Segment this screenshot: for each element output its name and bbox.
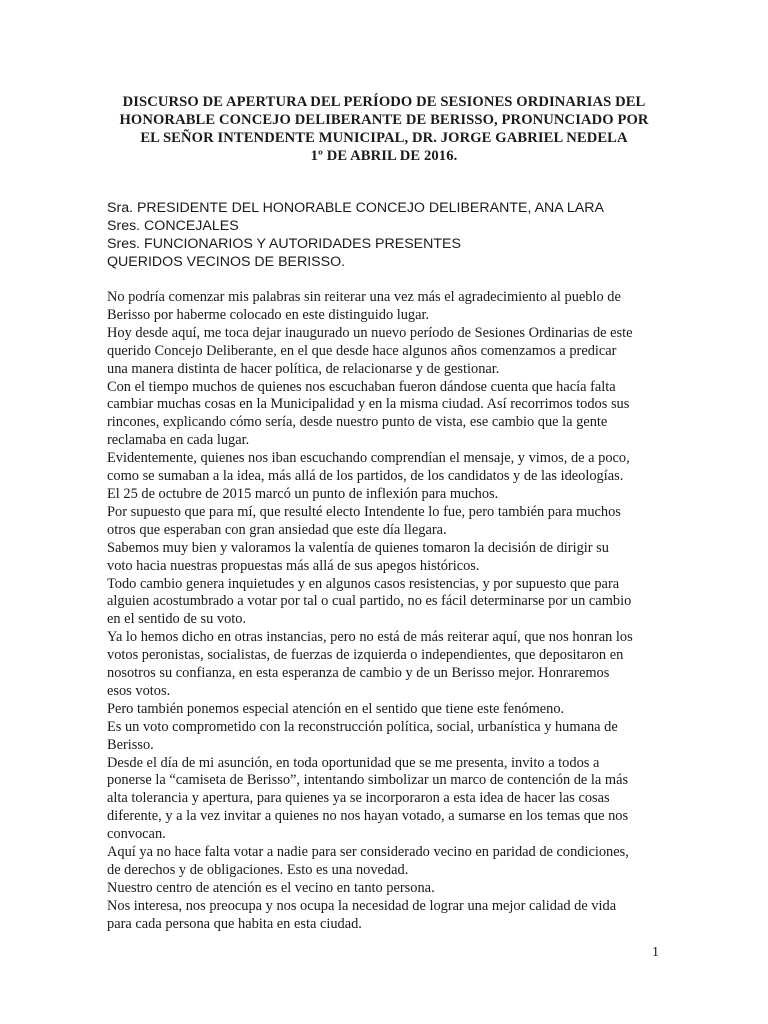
body-line: Por supuesto que para mí, que resulté electo Intendente lo fue, pero también para muchos xyxy=(107,503,621,520)
body-line: alguien acostumbrado a votar por tal o cual partido, no es fácil determinarse por un cambio xyxy=(107,593,632,610)
body-line: No podría comenzar mis palabras sin reiterar una vez más el agradecimiento al pueblo de xyxy=(107,289,621,305)
body-line: El 25 de octubre de 2015 marcó un punto de inflexión para muchos. xyxy=(107,485,499,502)
body-line: otros que esperaban con gran ansiedad que este día llegara. xyxy=(107,521,447,538)
body-line: para cada persona que habita en esta ciudad. xyxy=(107,915,362,932)
body-line: votos peronistas, socialistas, de fuerzas de izquierda o independientes, que depositaron en xyxy=(107,647,624,664)
salutation-line: QUERIDOS VECINOS DE BERISSO. xyxy=(107,254,346,270)
body-line: Desde el día de mi asunción, en toda oportunidad que se me presenta, invito a todos a xyxy=(107,754,600,771)
body-line: Sabemos muy bien y valoramos la valentía de quienes tomaron la decisión de dirigir su xyxy=(107,539,609,556)
speech-body xyxy=(107,289,667,934)
title-line: HONORABLE CONCEJO DELIBERANTE DE BERISSO, PRONUNCIADO POR xyxy=(119,112,649,128)
body-line: Pero también ponemos especial atención en el sentido que tiene este fenómeno. xyxy=(107,700,565,717)
body-line: querido Concejo Deliberante, en el que desde hace algunos años comenzamos a predicar xyxy=(107,342,617,359)
body-line: una manera distinta de hacer política, de relacionarse y de gestionar. xyxy=(107,360,500,377)
body-line: Ya lo hemos dicho en otras instancias, pero no está de más reiterar aquí, que nos honran los xyxy=(107,629,633,646)
body-line: alta tolerancia y apertura, para quienes ya se incorporaron a esta idea de hacer las cosas xyxy=(107,790,610,807)
salutation-block xyxy=(107,199,604,271)
body-line: Todo cambio genera inquietudes y en algunos casos resistencias, y por supuesto que para xyxy=(107,575,620,592)
body-line: voto hacia nuestras propuestas más allá de sus apegos históricos. xyxy=(107,557,480,574)
body-line: Con el tiempo muchos de quienes nos escuchaban fueron dándose cuenta que hacía falta xyxy=(107,378,616,395)
salutation-line: Sres. FUNCIONARIOS Y AUTORIDADES PRESENTES xyxy=(107,236,461,252)
body-line: Berisso. xyxy=(107,736,154,753)
salutation-line: Sra. PRESIDENTE DEL HONORABLE CONCEJO DELIBERANTE, ANA LARA xyxy=(107,200,604,216)
body-line: esos votos. xyxy=(107,682,171,699)
body-line: nosotros su confianza, en esta esperanza de cambio y de un Berisso mejor. Honraremos xyxy=(107,665,610,682)
title-line: EL SEÑOR INTENDENTE MUNICIPAL, DR. JORGE GABRIEL NEDELA xyxy=(140,130,628,146)
body-line: Nuestro centro de atención es el vecino en tanto persona. xyxy=(107,879,435,896)
body-line: rincones, explicando cómo sería, desde nuestro punto de vista, ese cambio que la gente xyxy=(107,414,608,431)
body-line: en el sentido de su voto. xyxy=(107,611,247,628)
title-date-line: 1º DE ABRIL DE 2016. xyxy=(310,148,458,164)
body-line: Hoy desde aquí, me toca dejar inaugurado un nuevo período de Sesiones Ordinarias de este xyxy=(107,324,633,341)
body-line: Es un voto comprometido con la reconstrucción política, social, urbanística y humana de xyxy=(107,718,618,735)
body-line: diferente, y a la vez invitar a quienes no nos hayan votado, a sumarse en los temas que nos xyxy=(107,808,629,825)
body-line: convocan. xyxy=(107,826,166,843)
document-title xyxy=(96,93,672,165)
body-line: reclamaba en cada lugar. xyxy=(107,432,250,449)
body-line: Berisso por haberme colocado en este distinguido lugar. xyxy=(107,306,430,323)
body-line: Nos interesa, nos preocupa y nos ocupa la necesidad de lograr una mejor calidad de vida xyxy=(107,897,617,914)
salutation-line: Sres. CONCEJALES xyxy=(107,218,239,234)
body-line: Evidentemente, quienes nos iban escuchando comprendían el mensaje, y vimos, de a poco, xyxy=(107,450,630,467)
body-line: ponerse la “camiseta de Berisso”, intentando simbolizar un marco de contención de la más xyxy=(107,772,629,789)
title-line: DISCURSO DE APERTURA DEL PERÍODO DE SESIONES ORDINARIAS DEL xyxy=(122,94,646,110)
body-line: cambiar muchas cosas en la Municipalidad y en la misma ciudad. Así recorrimos todos sus xyxy=(107,396,630,413)
body-line: como se sumaban a la idea, más allá de los partidos, de los candidatos y de las ideologías. xyxy=(107,468,624,485)
body-line: Aquí ya no hace falta votar a nadie para ser considerado vecino en paridad de condiciones, xyxy=(107,844,629,861)
page-number: 1 xyxy=(652,945,659,960)
body-line: de derechos y de obligaciones. Esto es una novedad. xyxy=(107,862,409,878)
